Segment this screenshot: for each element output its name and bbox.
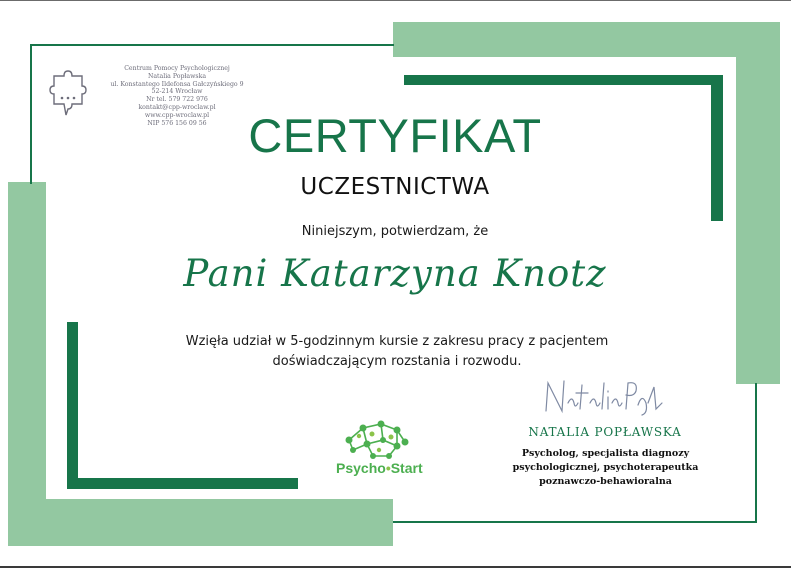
- corner-bar-left: [67, 322, 78, 489]
- recipient-name: Pani Katarzyna Knotz: [183, 252, 607, 295]
- intro-text: Niniejszym, potwierdzam, że: [301, 224, 489, 239]
- stamp-line: NIP 576 156 09 56: [147, 119, 207, 127]
- stamp-line: www.cpp-wroclaw.pl: [144, 111, 210, 119]
- top-border-line: [0, 0, 791, 1]
- stamp-line: Nr tel. 579 722 976: [146, 96, 208, 104]
- frame-line-right: [755, 383, 757, 523]
- signer-role: [498, 447, 713, 489]
- puzzle-stamp-icon: [48, 68, 88, 118]
- corner-bar-right: [711, 75, 723, 221]
- certificate-subtitle: UCZESTNICTWA: [300, 174, 490, 200]
- stamp-line: Natalia Popławska: [147, 72, 207, 80]
- signer-role-line: Psycholog, specjalista diagnozy: [521, 448, 690, 459]
- description-line: doświadczającym rozstania i rozwodu.: [272, 354, 522, 369]
- corner-bar-bottom: [67, 478, 298, 489]
- frame-line-bottom: [393, 521, 757, 523]
- bottom-border-line: [0, 566, 791, 568]
- certificate-title: CERTYFIKAT: [248, 109, 542, 162]
- logo-dot: •: [385, 460, 391, 476]
- frame-line-top: [30, 44, 394, 46]
- stamp-line: kontakt@cpp-wroclaw.pl: [138, 103, 216, 111]
- frame-line-left: [30, 44, 32, 184]
- course-description: [150, 332, 644, 372]
- psychostart-logo-text: [336, 460, 456, 476]
- corner-bar-top: [404, 75, 723, 85]
- handwritten-signature: [538, 373, 668, 421]
- description-line: Wzięła udział w 5-godzinnym kursie z zakresu pracy z pacjentem: [185, 334, 609, 349]
- logo-word-psycho: Psycho: [336, 460, 386, 476]
- signer-role-line: psychologicznej, psychoterapeutka: [512, 462, 699, 473]
- signer-name: NATALIA POPŁAWSKA: [528, 425, 682, 439]
- logo-word-start: Start: [390, 460, 423, 476]
- stamp-line: 52-214 Wrocław: [151, 88, 203, 96]
- signer-role-line: poznawczo-behawioralna: [539, 476, 672, 487]
- brain-network-logo-icon: [339, 410, 419, 464]
- stamp-line: Centrum Pomocy Psychologicznej: [124, 65, 230, 72]
- stamp-line: ul. Konstantego Ildefonsa Gałczyńskiego 9: [110, 80, 244, 88]
